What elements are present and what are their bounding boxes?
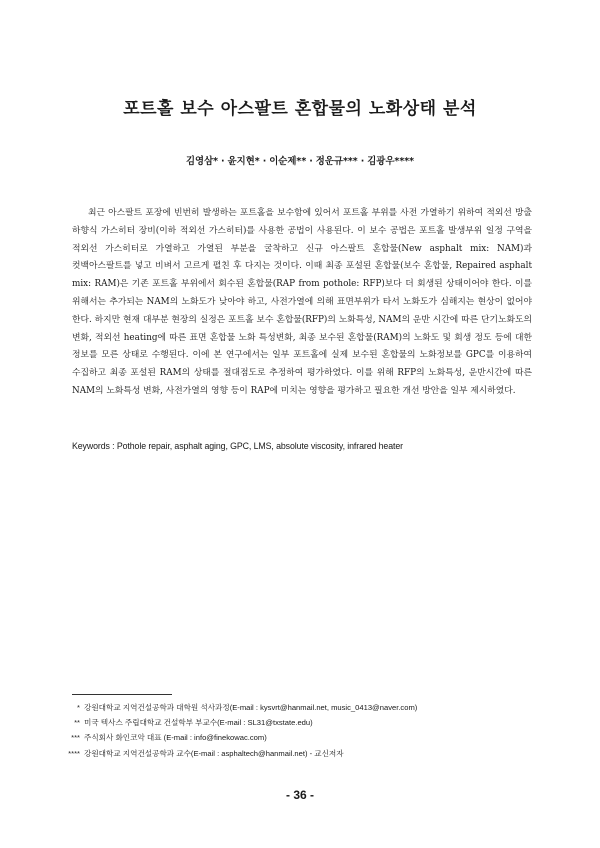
author-name: 김광우**** bbox=[367, 156, 415, 167]
author-separator: · bbox=[360, 156, 365, 167]
footnote-divider bbox=[72, 694, 172, 695]
author-list bbox=[0, 153, 600, 167]
footnote-mark: **** bbox=[68, 748, 80, 758]
paper-title: 포트홀 보수 아스팔트 혼합물의 노화상태 분석 bbox=[123, 99, 477, 119]
footnote bbox=[60, 730, 540, 745]
abstract-text: 최근 아스팔트 포장에 빈번히 발생하는 포트홀을 보수함에 있어서 포트홀 부위를 사전 가열하기 위하여 적외선 방출 하향식 가스히터 장비(이하 적외선 가스히터)를 사용한 공법이 사용된다. 이 보수 공법은 포트홀 발생부위 일정 구역을 적외선 가스히터로 가열하고 가열된 부분을 굴착하고 신규 아스팔트 혼합물(New asphalt mix: NAM)과 컷백아스팔트를 넣고 비벼서 고르게 펼친 후 다지는 것이다. 이때 최종 포설된 혼합물(보수 혼합물, Repaired asphalt mix: RAM)은 기존 포트홀 부위에서 회수된 혼합물(RAP from pothole: RFP)보다 더 회생된 상태이어야 한다. 이를 위해서는 추가되는 NAM의 노화도가 낮아야 하고, 사전가열에 의해 표면부위가 타서 노화도가 심해지는 현상이 없어야 한다. 하지만 현재 대부분 현장의 실정은 포트홀 보수 혼합물(RFP)의 노화특성, NAM의 운반 시간에 따른 단기노화도의 변화, 적외선 heating에 따른 표면 혼합물 노화 특성변화, 최종 보수된 혼합물(RAM)의 노화도 및 회생 정도 등에 대한 정보를 모른 상태로 수행된다. 이에 본 연구에서는 일부 포트홀에 실제 보수된 혼합물의 노화정보를 GPC를 이용하여 수집하고 최종 포설된 RAM의 상태를 절대점도로 추정하여 평가하였다. 이를 위해 RFP의 노화특성, 운반시간에 따른 NAM의 노화특성 변화, 사전가열의 영향 등이 RAP에 미치는 영향을 평가하고 필요한 개선 방안을 일부 제시하였다. bbox=[72, 208, 532, 396]
footnote-text: 강원대학교 지역건설공학과 대학원 석사과정(E-mail : kysvrt@hanmail.net, music_0413@naver.com) bbox=[84, 703, 418, 712]
footnote-mark: *** bbox=[71, 733, 80, 743]
footnote-text: 미국 텍사스 주립대학교 건설학부 부교수(E-mail : SL31@txstate.edu) bbox=[84, 718, 313, 728]
keywords-line: Keywords : Pothole repair, asphalt aging, GPC, LMS, absolute viscosity, infrared heater bbox=[72, 441, 403, 451]
author-separator: · bbox=[221, 156, 225, 167]
footnote-mark: * bbox=[77, 703, 80, 712]
author-name: 윤지현* bbox=[227, 156, 260, 167]
author-separator: · bbox=[262, 156, 267, 167]
footnote-text: 강원대학교 지역건설공학과 교수(E-mail : asphaltech@hanmail.net) - 교신저자 bbox=[84, 748, 344, 758]
author-separator: · bbox=[309, 156, 313, 167]
footnote bbox=[60, 746, 540, 761]
author-name: 김영삼* bbox=[185, 156, 219, 167]
page-number: - 36 - bbox=[285, 788, 314, 802]
footnote-text: 주식회사 화인코악 대표 (E-mail : info@finekowac.com) bbox=[84, 733, 267, 743]
footnotes bbox=[60, 700, 540, 761]
footnote bbox=[60, 700, 540, 715]
author-name: 정운규*** bbox=[315, 156, 358, 167]
footnote-mark: ** bbox=[74, 718, 80, 728]
author-name: 이순제** bbox=[269, 156, 307, 167]
footnote bbox=[60, 715, 540, 730]
